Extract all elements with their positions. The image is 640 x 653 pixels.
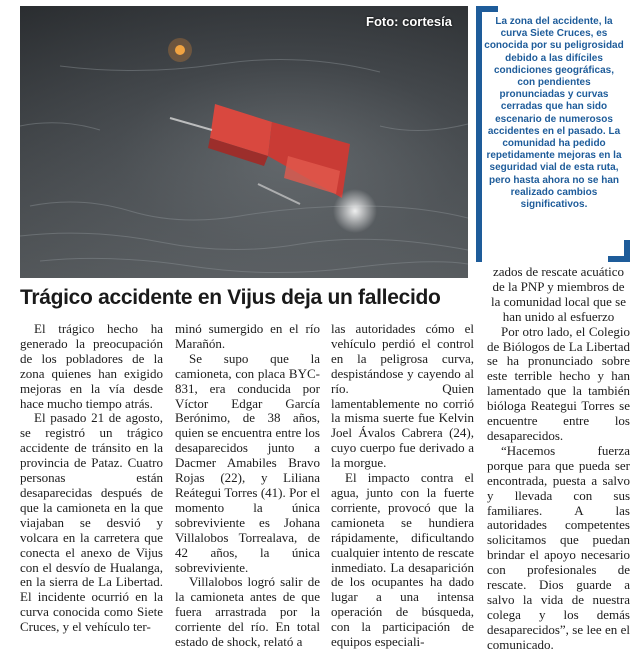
article-column-2 (175, 322, 320, 650)
news-photo (20, 6, 468, 278)
article-paragraph: zados de rescate acuático de la PNP y miembros de la comunidad local que se han unido al esfuerzo (490, 264, 626, 324)
sidebar-text: La zona del accidente, la curva Siete Cruces, es conocida por su peligrosidad debido a las difíciles condiciones geográficas, con pendientes pronunciadas y curvas cerradas que han sido escenario de numerosos accidentes en el pasado. La comunidad ha pedido repetidamente mejoras en la seguridad vial de esta ruta, pero hasta ahora no se han realizado cambios significativos. (484, 16, 624, 211)
article-column-3 (331, 322, 474, 650)
article-paragraph: El impacto contra el agua, junto con la fuerte corriente, provocó que la camioneta se hundiera rápidamente, dificultando cualquier intento de rescate inmediato. La desaparición de los ocupantes ha dado lugar a una intensa operación de búsqueda, con la participación de equipos especiali- (331, 470, 474, 650)
photo-credit: Foto: cortesía (366, 14, 452, 29)
article-lead: El trágico hecho ha generado la preocupación de los pobladores de la zona quienes han exigido mejoras en la vía desde hace mucho tiempo atrás. (20, 321, 163, 411)
article-headline: Trágico accidente en Vijus deja un fallecido (20, 286, 441, 309)
article-column-4 (487, 265, 630, 653)
article-paragraph: Villalobos logró salir de la camioneta antes de que fuera arrastrada por la corriente del río. En total estado de shock, relató a (175, 574, 320, 650)
article-paragraph: Por otro lado, el Colegio de Biólogos de La Libertad se ha pronunciado sobre este terrible hecho y han lamentado que la también bióloga Reategui Torres se encuentre entre los desaparecidos. (487, 323, 630, 443)
sidebar-corner-top (476, 6, 498, 12)
photo-scene (20, 6, 468, 278)
article-paragraph: minó sumergido en el río Marañón. (175, 321, 320, 351)
sidebar-accent-bar (476, 6, 482, 262)
article-column-1 (20, 322, 163, 635)
article-paragraph: El pasado 21 de agosto, se registró un trágico accidente de tránsito en la provincia de Pataz. Cuatro personas están desaparecidas después de que la camioneta en la que viajaban se desvió y volcara en la carretera que conecta el anexo de Vijus con el desvío de Hualanga, en la sierra de La Libertad. El incidente ocurrió en la curva conocida como Siete Cruces, y el vehículo ter- (20, 410, 163, 635)
water-splash (333, 189, 377, 233)
sidebar-box (476, 6, 630, 262)
article-quote: “Hacemos fuerza porque para que pueda ser encontrada, puesta a salvo y llevada con sus familiares. A las autoridades competentes solicitamos que puedan brindar el apoyo necesario con profesionales de rescate. Dios guarde a salvo la vida de nuestra colega y los demás desaparecidos”, se lee en el comunicado. (487, 442, 630, 652)
article-paragraph: Se supo que la camioneta, con placa BYC-831, era conducida por Víctor Edgar García Berónimo, de 38 años, quien se encuentra entre los desaparecidos junto a Dacmer Amabiles Bravo Rojas (22), y Liliana Reátegui Torres (41). Por el momento la única sobreviviente es Johana Villalobos Torrealava, de 42 años, la única sobreviviente. (175, 350, 320, 575)
article-paragraph: las autoridades cómo el vehículo perdió el control en la peligrosa curva, despistándose y cayendo al río. Quien lamentablemente no corrió la misma suerte fue Kelvin Joel Ávalos Cabrera (24), cuyo cuerpo fue derivado a la morgue. (331, 321, 474, 471)
sidebar-corner-bottom-vertical (624, 240, 630, 262)
